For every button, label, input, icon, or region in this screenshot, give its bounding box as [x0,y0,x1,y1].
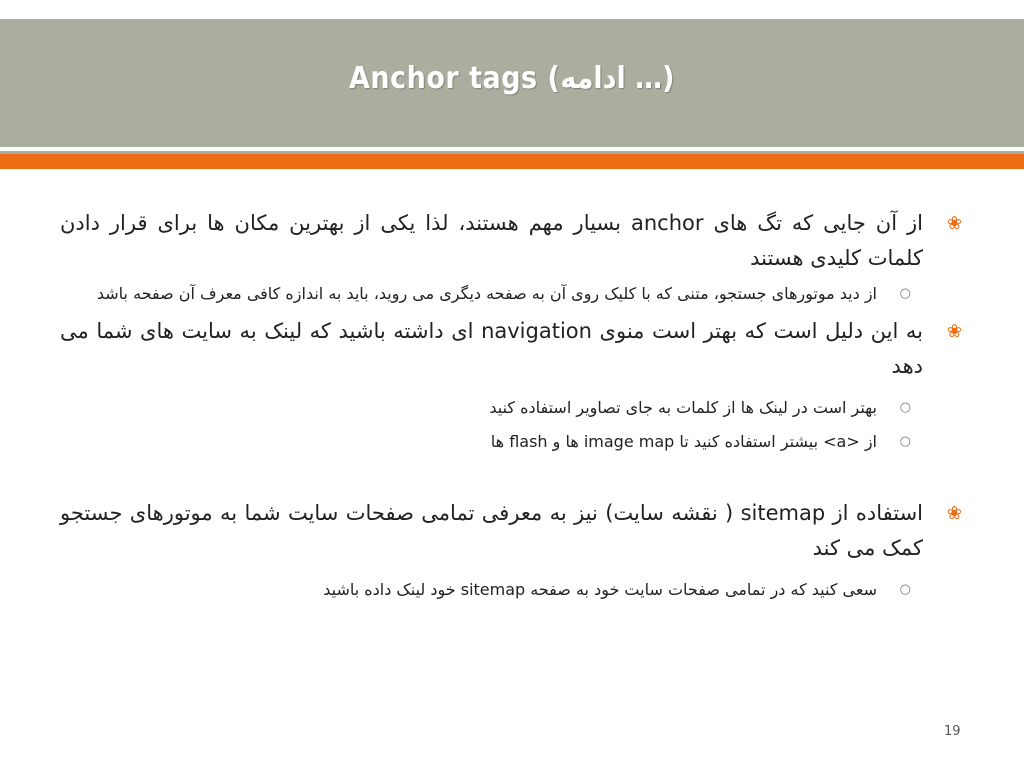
bullet-1 [60,206,965,276]
title-banner [0,19,1024,147]
decorative-curl-icon: ❀ [946,503,962,524]
accent-bar [0,154,1024,169]
bullet-2 [60,314,965,384]
sub-bullet-text: از <a> بیشتر استفاده کنید تا image map ها و flash ها [490,432,877,451]
page-number: 19 [944,724,961,739]
hollow-circle-icon: ○ [899,400,911,415]
decorative-curl-icon: ❀ [946,213,962,234]
bullet-text: از آن جایی که تگ های anchor بسیار مهم هستند، لذا یکی از بهترین مکان ها برای قرار دادن کلمات کلیدی هستند [60,211,923,270]
sub-bullet-text: از دید موتورهای جستجو، متنی که با کلیک روی آن به صفحه دیگری می روید، باید به اندازه کافی معرف آن صفحه باشد [96,284,877,303]
decorative-curl-icon: ❀ [946,321,962,342]
bullet-text: به این دلیل است که بهتر است منوی navigation ای داشته باشید که لینک به سایت های شما می دهد [60,319,923,378]
sub-bullet-3-1 [60,576,965,604]
bullet-3 [60,496,965,566]
hollow-circle-icon: ○ [899,434,911,449]
sub-bullet-2-2 [60,428,965,456]
bullet-text: استفاده از sitemap ( نقشه سایت) نیز به معرفی تمامی صفحات سایت شما به موتورهای جستجو کمک می کند [60,501,923,560]
hollow-circle-icon: ○ [899,582,911,597]
slide-title: Anchor tags (ادامه …) [349,60,675,96]
sub-bullet-text: سعی کنید که در تمامی صفحات سایت خود به صفحه sitemap خود لینک داده باشید [323,580,877,599]
sub-bullet-2-1 [60,394,965,422]
slide-body [60,206,965,604]
sub-bullet-1-1 [60,280,965,308]
sub-bullet-text: بهتر است در لینک ها از کلمات به جای تصاویر استفاده کنید [489,398,877,417]
hollow-circle-icon: ○ [899,286,911,301]
